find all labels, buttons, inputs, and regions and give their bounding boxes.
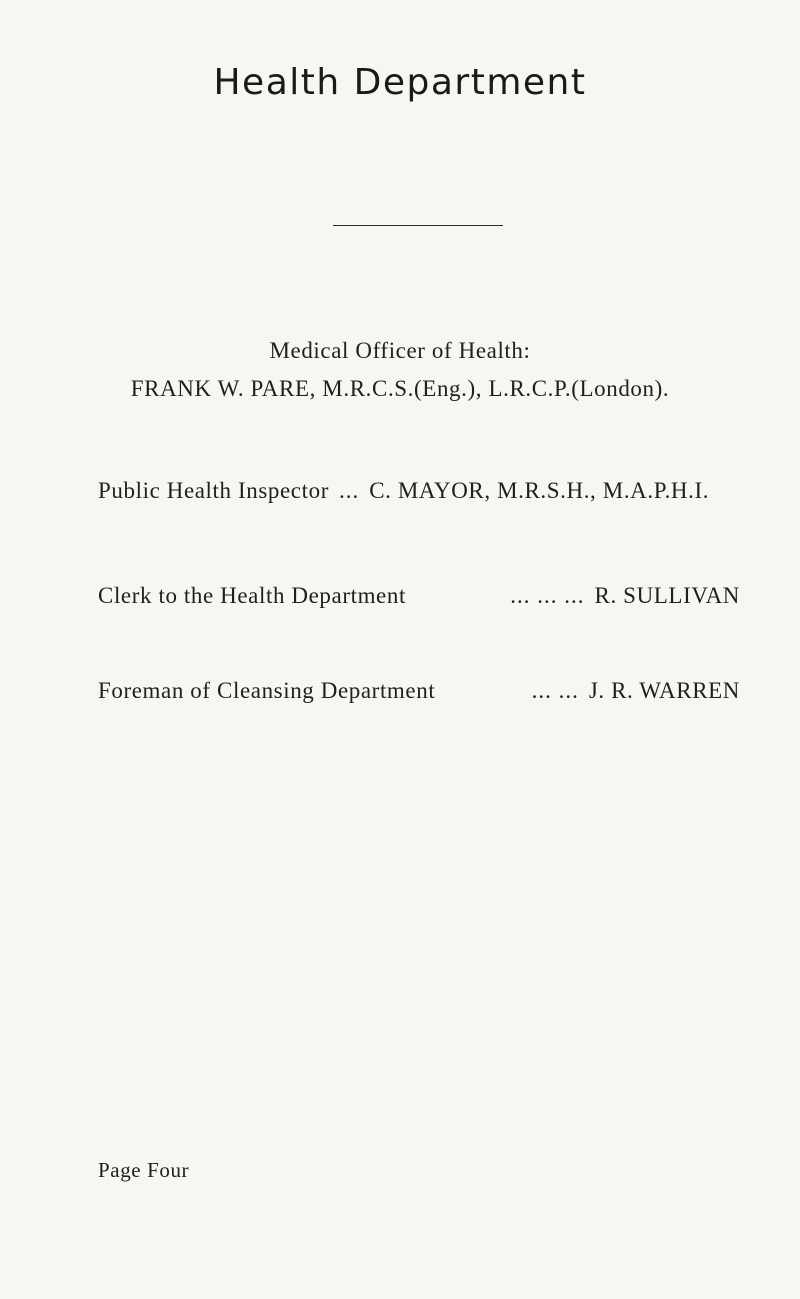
- leader-dots: ... ... ...: [510, 583, 585, 608]
- staff-row-clerk: [98, 583, 740, 609]
- medical-officer-label: Medical Officer of Health:: [269, 338, 531, 363]
- staff-role: Public Health Inspector: [98, 478, 329, 503]
- leader-dots: ... ...: [531, 678, 579, 703]
- staff-row-public-health-inspector: [98, 478, 740, 504]
- staff-name: C. MAYOR, M.R.S.H., M.A.P.H.I.: [369, 478, 710, 503]
- leader-dots: ...: [338, 478, 360, 503]
- staff-role: Clerk to the Health Department: [98, 583, 406, 608]
- page-footer: Page Four: [98, 1158, 190, 1182]
- page-title: Health Department: [213, 62, 587, 103]
- staff-name: J. R. WARREN: [588, 678, 740, 703]
- medical-officer-name: FRANK W. PARE, M.R.C.S.(Eng.), L.R.C.P.(London).: [130, 376, 670, 401]
- staff-row-foreman: [98, 678, 740, 704]
- title-divider: [333, 225, 503, 226]
- staff-role: Foreman of Cleansing Department: [98, 678, 436, 703]
- staff-name: R. SULLIVAN: [594, 583, 740, 608]
